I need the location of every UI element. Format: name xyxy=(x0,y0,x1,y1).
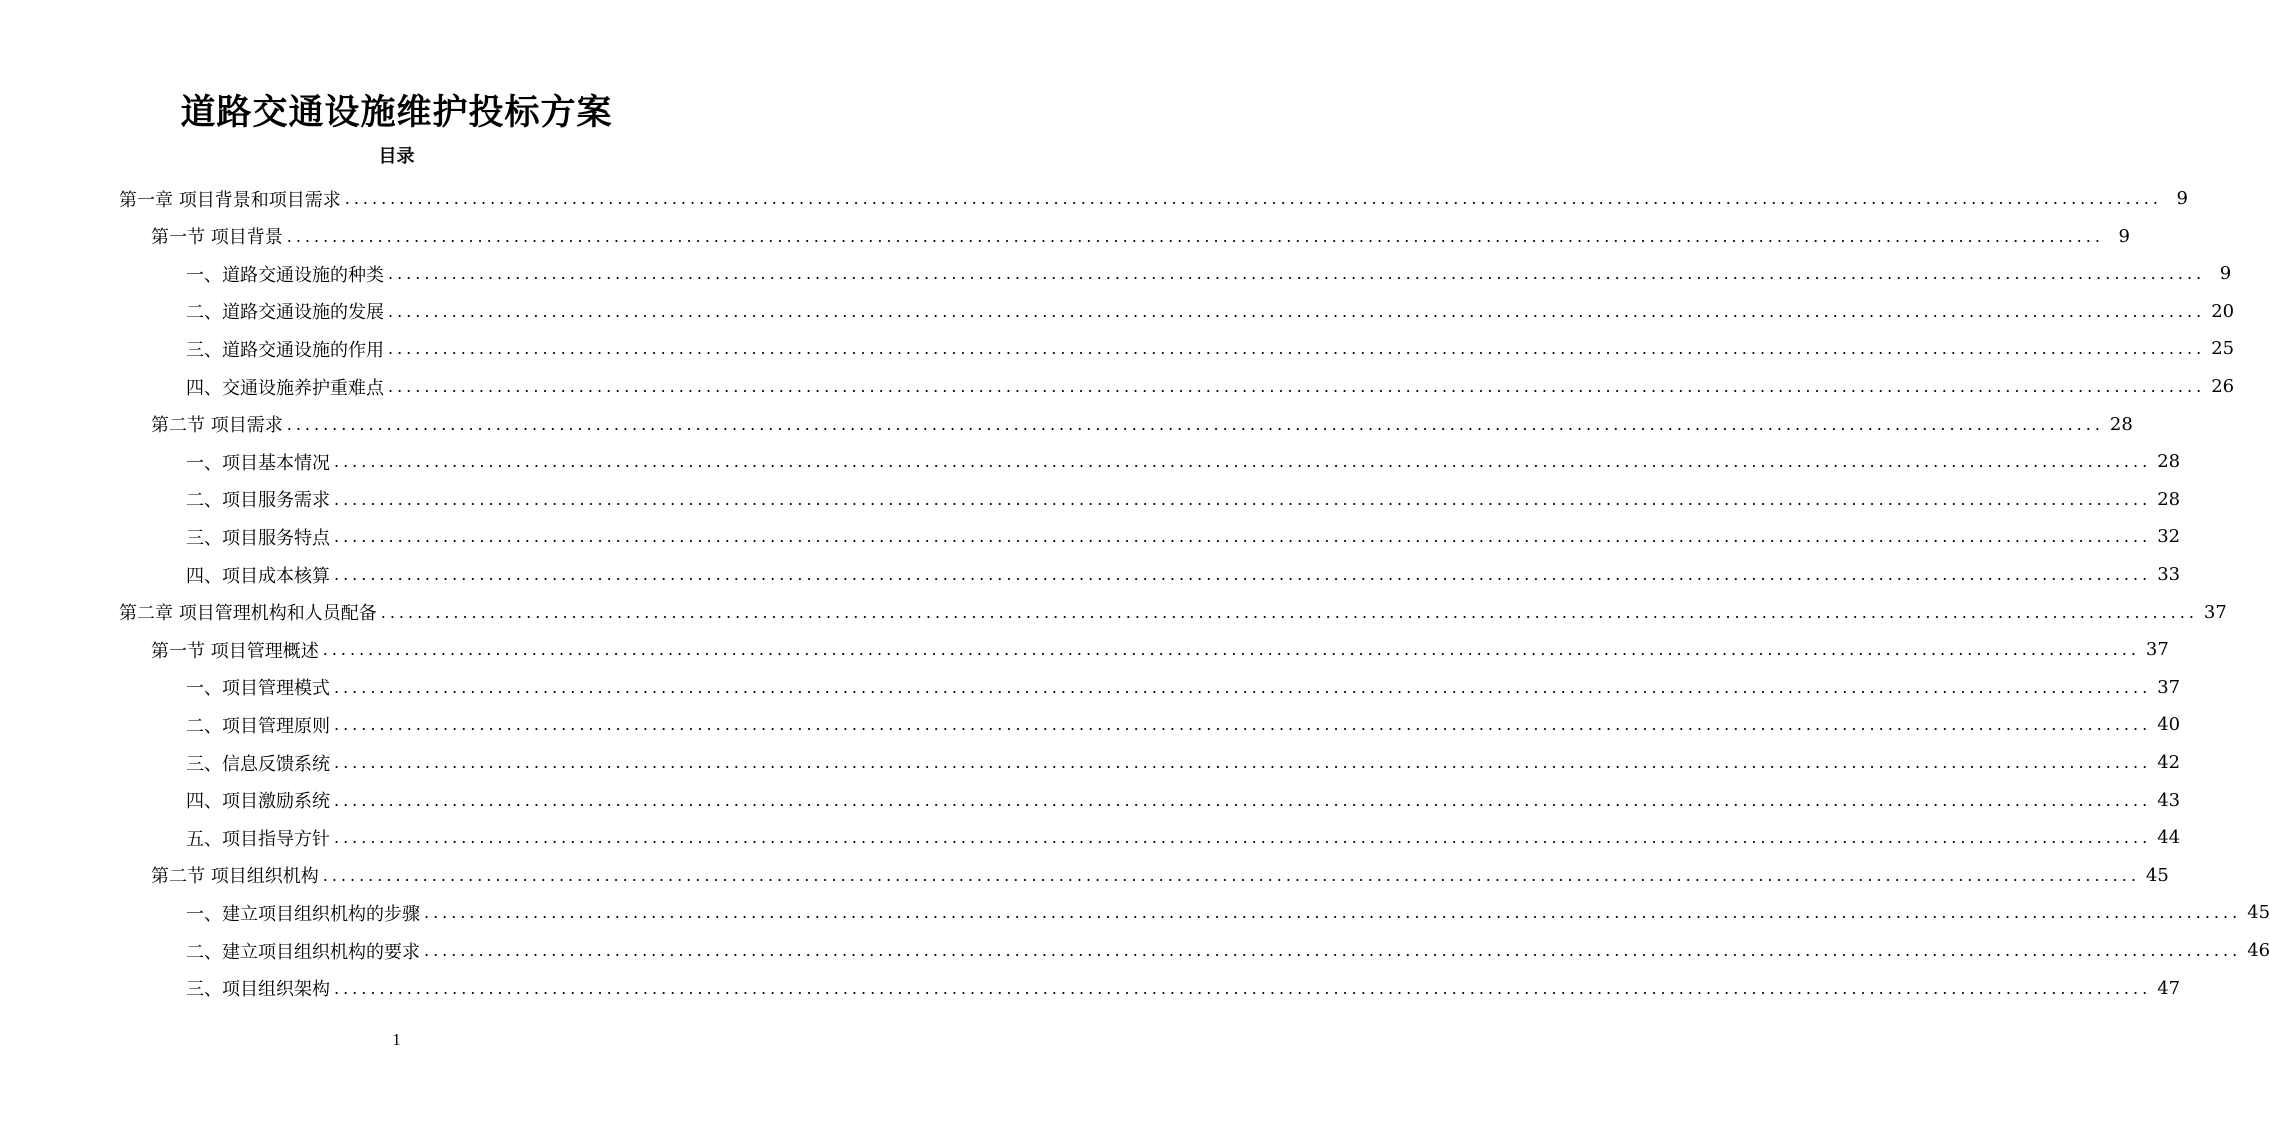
toc-dot-leader: ........................................................................................................................................................................................................ xyxy=(388,377,2206,396)
toc-entry-label: 一、项目基本情况 xyxy=(186,452,330,474)
toc-dot-leader: ........................................................................................................................................................................................................ xyxy=(286,226,2104,246)
toc-entry[interactable] xyxy=(186,368,2235,405)
toc-entry-page: 28 xyxy=(2157,488,2181,510)
toc-entry-page: 9 xyxy=(2219,263,2232,285)
toc-entry-page: 26 xyxy=(2211,376,2235,397)
toc-entry[interactable] xyxy=(186,932,2270,969)
toc-dot-leader: ........................................................................................................................................................................................................ xyxy=(334,790,2152,810)
toc-dot-leader: ........................................................................................................................................................................................................ xyxy=(334,565,2152,584)
toc-entry-label: 第二章 项目管理机构和人员配备 xyxy=(119,603,377,625)
toc-entry-page: 45 xyxy=(2145,864,2169,886)
toc-entry-label: 一、建立项目组织机构的步骤 xyxy=(186,903,420,925)
toc-entry-label: 二、道路交通设施的发展 xyxy=(186,302,384,324)
toc-entry-label: 第二节 项目组织机构 xyxy=(151,866,319,888)
toc-entry-label: 三、信息反馈系统 xyxy=(186,753,330,775)
toc-entry-label: 第二节 项目需求 xyxy=(151,415,283,437)
toc-entry[interactable] xyxy=(119,180,2188,217)
toc-entry[interactable] xyxy=(186,970,2181,1007)
toc-entry-label: 二、项目管理原则 xyxy=(186,715,330,737)
toc-entry-label: 三、项目服务特点 xyxy=(186,527,330,549)
toc-heading: 目录 xyxy=(378,146,415,167)
toc-dot-leader: ........................................................................................................................................................................................................ xyxy=(286,414,2104,434)
toc-entry-label: 三、项目组织架构 xyxy=(186,979,330,1001)
toc-entry-page: 28 xyxy=(2157,451,2181,473)
toc-dot-leader: ........................................................................................................................................................................................................ xyxy=(334,978,2152,998)
toc-dot-leader: ........................................................................................................................................................................................................ xyxy=(334,677,2152,697)
toc-entry-page: 47 xyxy=(2157,977,2181,999)
toc-entry[interactable] xyxy=(186,556,2181,593)
toc-entry-page: 37 xyxy=(2203,601,2227,623)
toc-entry-page: 9 xyxy=(2118,225,2130,247)
toc-entry-label: 三、道路交通设施的作用 xyxy=(186,339,384,361)
toc-entry[interactable] xyxy=(186,518,2181,555)
toc-entry-page: 42 xyxy=(2157,752,2181,773)
toc-entry-label: 四、交通设施养护重难点 xyxy=(186,377,384,399)
toc-entry-page: 37 xyxy=(2145,639,2169,661)
toc-entry-page: 40 xyxy=(2157,714,2181,736)
toc-dot-leader: ........................................................................................................................................................................................................ xyxy=(334,828,2152,848)
page-number: 1 xyxy=(392,1030,401,1049)
toc-entry-page: 25 xyxy=(2211,338,2235,360)
toc-dot-leader: ........................................................................................................................................................................................................ xyxy=(388,264,2206,284)
toc-entry-page: 33 xyxy=(2157,564,2181,585)
toc-entry-label: 第一节 项目背景 xyxy=(151,227,283,249)
toc-dot-leader: ........................................................................................................................................................................................................ xyxy=(424,903,2242,923)
toc-entry[interactable] xyxy=(186,330,2235,367)
toc-entry[interactable] xyxy=(186,481,2181,518)
toc-entry-page: 37 xyxy=(2157,676,2181,698)
toc-entry-page: 45 xyxy=(2247,902,2270,924)
toc-dot-leader: ........................................................................................................................................................................................................ xyxy=(334,452,2152,472)
toc-entry[interactable] xyxy=(186,782,2181,819)
toc-entry[interactable] xyxy=(119,594,2227,631)
toc-entry[interactable] xyxy=(186,293,2235,330)
toc-dot-leader: ........................................................................................................................................................................................................ xyxy=(334,753,2152,772)
toc-dot-leader: ........................................................................................................................................................................................................ xyxy=(424,941,2242,960)
toc-entry-label: 四、项目激励系统 xyxy=(186,791,330,813)
toc-dot-leader: ........................................................................................................................................................................................................ xyxy=(380,602,2198,622)
toc-dot-leader: ........................................................................................................................................................................................................ xyxy=(322,640,2140,660)
toc-entry-label: 第一节 项目管理概述 xyxy=(151,640,319,662)
toc-entry-label: 四、项目成本核算 xyxy=(186,565,330,587)
toc-dot-leader: ........................................................................................................................................................................................................ xyxy=(334,489,2152,509)
toc-entry[interactable] xyxy=(186,744,2181,781)
toc-entry-page: 28 xyxy=(2109,413,2133,435)
toc-entry[interactable] xyxy=(151,406,2133,443)
toc-entry-label: 一、道路交通设施的种类 xyxy=(186,264,384,286)
toc-entry-label: 二、建立项目组织机构的要求 xyxy=(186,941,420,963)
document-title: 道路交通设施维护投标方案 xyxy=(180,93,613,133)
toc-entry[interactable] xyxy=(186,443,2181,480)
toc-entry[interactable] xyxy=(151,857,2169,894)
toc-entry-page: 9 xyxy=(2176,188,2188,209)
toc-entry[interactable] xyxy=(186,706,2181,743)
toc-entry[interactable] xyxy=(151,631,2169,668)
toc-entry-label: 二、项目服务需求 xyxy=(186,490,330,512)
toc-entry-page: 32 xyxy=(2157,526,2181,548)
toc-entry-label: 第一章 项目背景和项目需求 xyxy=(119,189,341,211)
toc-entry-label: 一、项目管理模式 xyxy=(186,678,330,700)
toc-dot-leader: ........................................................................................................................................................................................................ xyxy=(322,865,2140,885)
toc-entry[interactable] xyxy=(186,819,2181,856)
toc-entry[interactable] xyxy=(186,255,2232,292)
toc-entry[interactable] xyxy=(186,669,2181,706)
toc-dot-leader: ........................................................................................................................................................................................................ xyxy=(334,715,2152,735)
toc-entry-page: 43 xyxy=(2157,789,2181,811)
toc-dot-leader: ........................................................................................................................................................................................................ xyxy=(388,301,2206,321)
toc-entry-label: 五、项目指导方针 xyxy=(186,828,330,850)
toc-dot-leader: ........................................................................................................................................................................................................ xyxy=(388,339,2206,359)
toc-entry[interactable] xyxy=(151,218,2130,255)
toc-entry-page: 20 xyxy=(2211,300,2235,322)
toc-entry[interactable] xyxy=(186,894,2270,931)
toc-dot-leader: ........................................................................................................................................................................................................ xyxy=(344,189,2162,208)
toc-entry-page: 46 xyxy=(2247,940,2270,961)
toc-dot-leader: ........................................................................................................................................................................................................ xyxy=(334,527,2152,547)
toc-entry-page: 44 xyxy=(2157,827,2181,849)
